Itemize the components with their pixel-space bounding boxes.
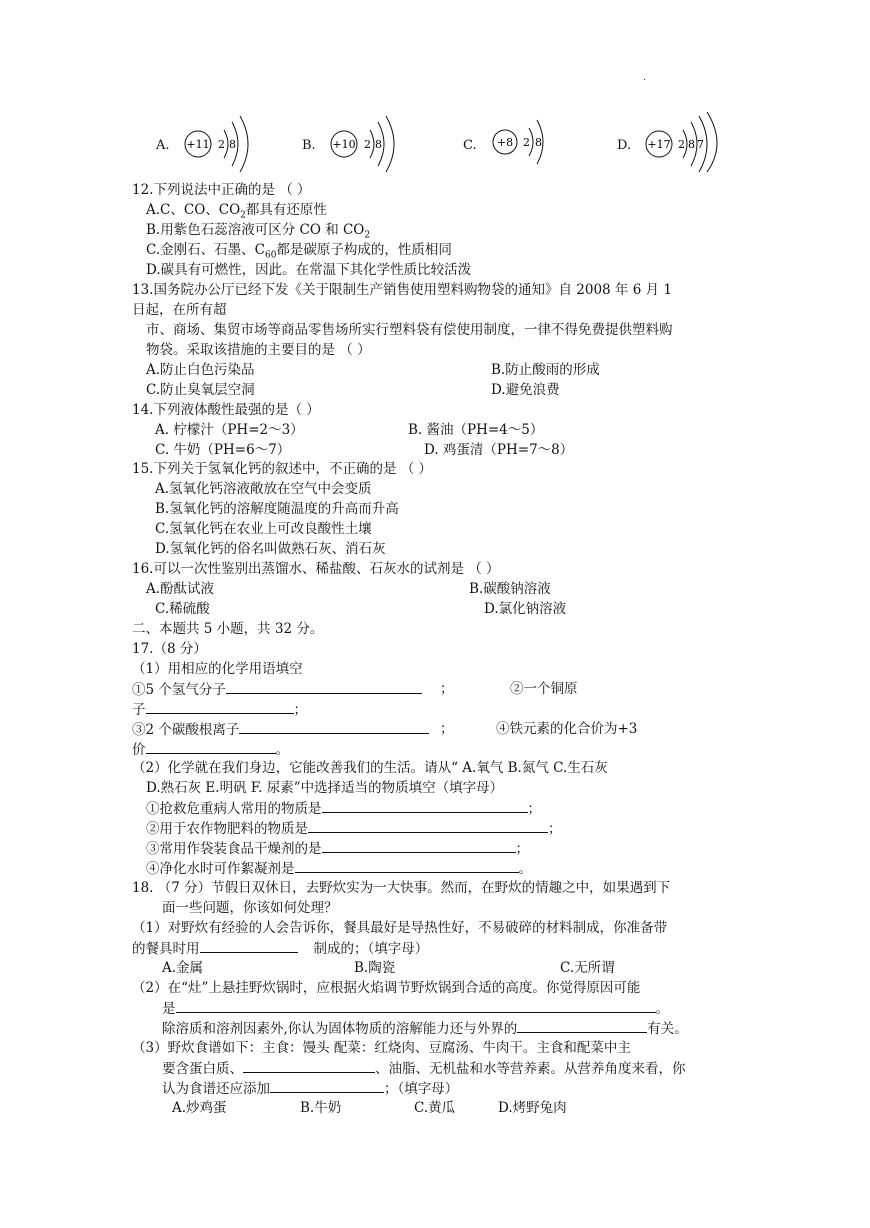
- item-text: ；（填字母）: [384, 1081, 459, 1097]
- shell-electrons: 8: [688, 138, 695, 151]
- item-text: 子: [132, 702, 146, 718]
- item-text: 价: [132, 742, 146, 758]
- answer-blank[interactable]: [239, 720, 429, 734]
- semicolon: ；: [527, 801, 541, 817]
- atom-structure-icon: [485, 112, 575, 172]
- q18-part3: （3）野炊食谱如下：主食：馒头 配菜：红烧肉、豆腐汤、牛肉干。主食和配菜中主: [132, 1040, 631, 1056]
- q12-option-d: D.碳具有可燃性，因此。在常温下其化学性质比较活泼: [146, 262, 472, 278]
- q14-option-c: C. 牛奶（PH=6～7）: [155, 442, 291, 458]
- section-heading: 二、本题共 5 小题，共 32 分。: [132, 621, 324, 637]
- answer-blank[interactable]: [322, 799, 528, 813]
- q18-part3-cont2: [162, 1079, 458, 1098]
- q17-part1: （1）用相应的化学用语填空: [132, 661, 303, 677]
- q14-stem: 14.下列液体酸性最强的是（ ）: [132, 402, 320, 418]
- item-text: 制成的；（填字母）: [313, 941, 429, 957]
- period: 。: [655, 1001, 669, 1017]
- q18-food-option-a: A.炒鸡蛋: [172, 1100, 227, 1116]
- q13-option-c: C.防止臭氧层空洞: [146, 382, 255, 398]
- q13-stem-line1: 13.国务院办公厅已经下发《关于限制生产销售使用塑料购物袋的通知》自 2008 年 6 月 1: [132, 282, 672, 298]
- q17-item1: [132, 680, 422, 699]
- q18-stem-line1: 18. （7 分）节假日双休日，去野炊实为一大快事。然而，在野炊的情趣之中，如果遇到下: [132, 880, 671, 896]
- shell-electrons: 2: [364, 138, 371, 151]
- q16-stem: 16.可以一次性鉴别出蒸馏水、稀盐酸、石灰水的试剂是 （ ）: [132, 561, 500, 577]
- q17-part2: （2）化学就在我们身边，它能改善我们的生活。请从“ A.氧气 B.氮气 C.生石灰: [132, 760, 608, 776]
- nucleus-charge: +11: [186, 138, 210, 151]
- q13-stem-line2: 日起，在所有超: [132, 302, 227, 318]
- option-label: A.: [156, 138, 170, 153]
- option-label: B.: [302, 138, 316, 153]
- q17-item3: [132, 720, 429, 739]
- q18-part2: （2）在“灶”上悬挂野炊锅时，应根据火焰调节野炊锅到合适的高度。你觉得原因可能: [132, 980, 641, 996]
- item-text: ②用于农作物肥料的物质是: [146, 821, 308, 837]
- item-text: 认为食谱还应添加: [162, 1081, 270, 1097]
- q14-option-a: A. 柠檬汁（PH=2～3）: [155, 422, 304, 438]
- item-text: 要含蛋白质、: [162, 1061, 243, 1077]
- shell-electrons: 7: [697, 138, 704, 151]
- item-text: 、油脂、无机盐和水等营养素。从营养角度来看，你: [375, 1061, 686, 1077]
- atom-diagram-b: [302, 112, 412, 172]
- q17-sub3: [146, 839, 529, 858]
- q13-stem-line4: 物袋。采取该措施的主要目的是 （ ）: [146, 342, 371, 358]
- semicolon: ；: [293, 702, 307, 718]
- q18-part2-solubility: [162, 1019, 688, 1038]
- subscript: 2: [364, 230, 371, 241]
- q13-option-d: D.避免浪费: [491, 382, 560, 398]
- q17-head: 17.（8 分）: [132, 641, 207, 657]
- q13-option-a: A.防止白色污染品: [146, 362, 255, 378]
- shell-electrons: 2: [678, 138, 685, 151]
- q15-option-b: B.氢氧化钙的溶解度随温度的升高而升高: [155, 501, 399, 517]
- answer-blank[interactable]: [243, 1059, 375, 1073]
- option-text: 都是碳原子构成的，性质相同: [276, 242, 452, 258]
- answer-blank[interactable]: [200, 939, 298, 953]
- option-text: 都具有还原性: [245, 202, 327, 218]
- item-text: 有关。: [647, 1021, 688, 1037]
- atom-diagram-c: [463, 112, 573, 172]
- q12-stem: 12.下列说法中正确的是 （ ）: [132, 182, 311, 198]
- shell-electrons: 2: [218, 138, 225, 151]
- shell-electrons: 8: [375, 138, 382, 151]
- q15-stem: 15.下列关于氢氧化钙的叙述中，不正确的是 （ ）: [132, 461, 433, 477]
- atom-structure-icon: [178, 112, 268, 172]
- semicolon: ；: [440, 681, 454, 697]
- q18-part3-cont: [162, 1059, 686, 1078]
- q17-item4-cont: [132, 740, 289, 759]
- q13-option-b: B.防止酸雨的形成: [491, 362, 600, 378]
- option-text: B.用紫色石蕊溶液可区分 CO 和 CO: [146, 222, 365, 238]
- atom-structure-icon: [324, 112, 414, 172]
- q16-option-b: B.碳酸钠溶液: [469, 581, 551, 597]
- answer-blank[interactable]: [146, 740, 276, 754]
- item-text: ③常用作袋装食品干燥剂的是: [146, 841, 322, 857]
- q18-option-c: C.无所谓: [560, 960, 615, 976]
- answer-blank[interactable]: [295, 859, 519, 873]
- period: 。: [275, 742, 289, 758]
- semicolon: ；: [440, 721, 454, 737]
- item-text: ①抢救危重病人常用的物质是: [146, 801, 322, 817]
- answer-blank[interactable]: [322, 839, 516, 853]
- answer-blank[interactable]: [146, 700, 294, 714]
- q17-item2-cont: [132, 700, 307, 719]
- q17-part2-options: D.熟石灰 E.明矾 F. 尿素”中选择适当的物质填空（填字母）: [146, 780, 504, 796]
- q18-part1-cont: [132, 939, 428, 958]
- q17-item4: ④铁元素的化合价为+3: [496, 721, 638, 737]
- q16-option-a: A.酚酞试液: [146, 581, 215, 597]
- q18-option-b: B.陶瓷: [354, 960, 396, 976]
- q16-option-c: C.稀硫酸: [155, 601, 210, 617]
- q14-option-d: D. 鸡蛋清（PH=7～8）: [424, 442, 574, 458]
- atom-diagram-a: [156, 112, 266, 172]
- subscript: 60: [264, 250, 277, 261]
- item-text: 是: [162, 1001, 176, 1017]
- answer-blank[interactable]: [308, 819, 548, 833]
- item-text: ①5 个氢气分子: [132, 682, 226, 698]
- shell-electrons: 8: [229, 138, 236, 151]
- option-text: C.金刚石、石墨、C: [146, 242, 265, 258]
- q15-option-d: D.氢氧化钙的俗名叫做熟石灰、消石灰: [155, 541, 386, 557]
- item-text: 的餐具时用: [132, 941, 200, 957]
- semicolon: ；: [548, 821, 562, 837]
- answer-blank[interactable]: [226, 680, 422, 694]
- nucleus-charge: +17: [647, 138, 671, 151]
- q17-sub2: [146, 819, 562, 838]
- item-text: 除溶质和溶剂因素外,你认为固体物质的溶解能力还与外界的: [162, 1021, 518, 1037]
- q18-food-option-b: B.牛奶: [300, 1100, 342, 1116]
- q17-item2: ②一个铜原: [510, 681, 578, 697]
- q16-option-d: D.氯化钠溶液: [484, 601, 567, 617]
- q18-stem-line2: 面一些问题，你该如何处理？: [162, 900, 338, 916]
- item-text: ④净化水时可作絮凝剂是: [146, 861, 295, 877]
- item-text: ③2 个碳酸根离子: [132, 722, 240, 738]
- q15-option-c: C.氢氧化钙在农业上可改良酸性土壤: [155, 521, 372, 537]
- q15-option-a: A.氢氧化钙溶液敞放在空气中会变质: [155, 481, 372, 497]
- answer-blank[interactable]: [270, 1079, 384, 1093]
- semicolon: ；: [515, 841, 529, 857]
- atom-structure-icon: [639, 112, 739, 172]
- q18-food-option-c: C.黄瓜: [414, 1100, 456, 1116]
- nucleus-charge: +8: [496, 136, 514, 149]
- nucleus-charge: +10: [332, 138, 356, 151]
- option-label: D.: [617, 138, 632, 153]
- q18-part2-cont: [162, 999, 669, 1018]
- q14-option-b: B. 酱油（PH=4～5）: [408, 422, 544, 438]
- shell-electrons: 8: [535, 136, 542, 149]
- page-dot: .: [643, 73, 646, 83]
- option-label: C.: [463, 138, 477, 153]
- q13-stem-line3: 市、商场、集贸市场等商品零售场所实行塑料袋有偿使用制度，一律不得免费提供塑料购: [146, 322, 673, 338]
- option-text: A.C、CO、CO: [146, 202, 241, 218]
- q17-sub4: [146, 859, 532, 878]
- q17-sub1: [146, 799, 541, 818]
- shell-electrons: 2: [523, 136, 530, 149]
- q18-part1: （1）对野炊有经验的人会告诉你，餐具最好是导热性好，不易破碎的材料制成，你准备带: [132, 920, 668, 936]
- answer-blank[interactable]: [176, 999, 656, 1013]
- atom-diagram-d: [617, 112, 737, 172]
- q18-option-a: A.金属: [162, 960, 204, 976]
- subscript: 2: [240, 210, 246, 221]
- period: 。: [518, 861, 532, 877]
- q18-food-option-d: D.烤野兔肉: [498, 1100, 567, 1116]
- answer-blank[interactable]: [517, 1019, 647, 1033]
